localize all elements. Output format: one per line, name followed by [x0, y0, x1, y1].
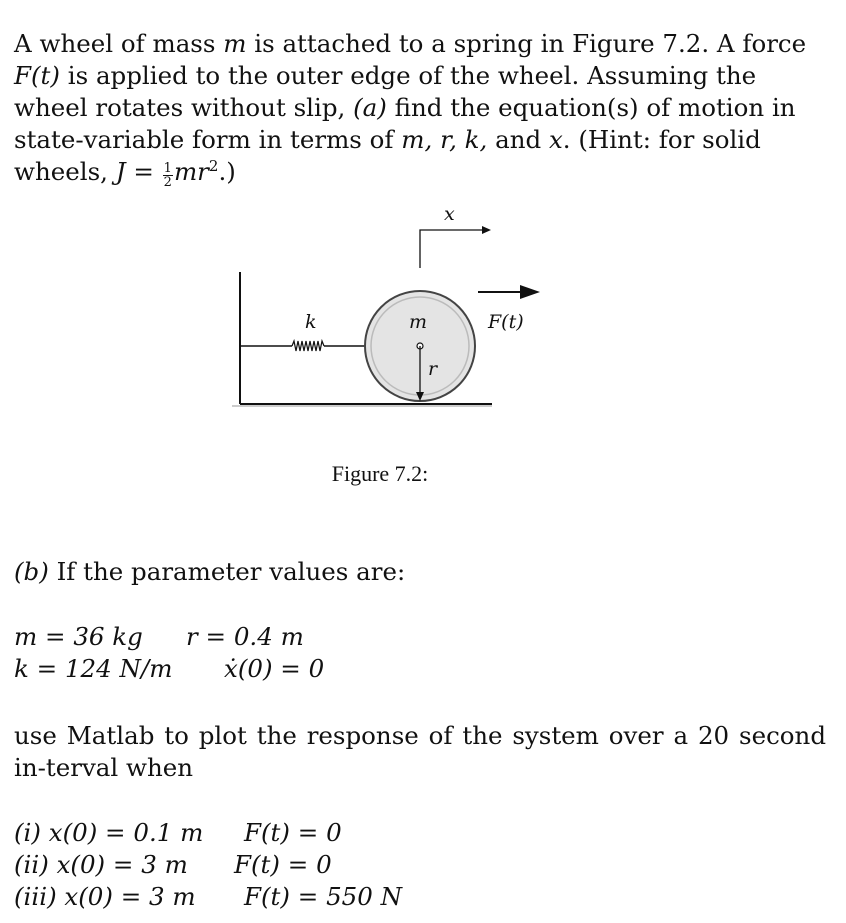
case-i	[14, 818, 203, 848]
text-segment: find the equation(s) of motion in state-variable form in terms of	[14, 93, 796, 154]
case-label: (ii)	[14, 850, 49, 879]
text-segment: A wheel of mass	[14, 29, 224, 58]
part-a-label: (a)	[353, 93, 387, 122]
param-mass: m = 36 kg	[14, 622, 143, 651]
text-segment: is applied to the outer edge of the wheel. Assuming the wheel rotates without slip,	[14, 61, 757, 122]
variable-x: x	[548, 125, 563, 154]
text-segment: and	[487, 125, 549, 154]
label-k: k	[305, 311, 317, 333]
fraction-denominator: 2	[163, 174, 172, 190]
label-x: x	[444, 203, 455, 225]
text-segment: is attached to a spring in Figure 7.2. A force	[246, 29, 807, 58]
part-b-label: (b)	[14, 557, 49, 586]
case-initial-position: x(0) = 3 m	[64, 882, 196, 911]
case-iii-force: F(t) = 550 N	[244, 882, 403, 911]
mass-symbol: m	[223, 29, 247, 58]
label-m: m	[409, 311, 428, 333]
param-radius: r = 0.4 m	[186, 622, 304, 651]
case-initial-position: x(0) = 3 m	[56, 850, 188, 879]
instruction-text: use Matlab to plot the response of the system over a 20 second in-terval when	[14, 721, 826, 782]
case-ii-force: F(t) = 0	[234, 850, 332, 879]
x-arrow-line	[420, 230, 484, 268]
text-segment: . (Hint: for solid wheels,	[14, 125, 761, 186]
fraction-numerator: 1	[163, 160, 172, 176]
force-arrowhead	[520, 285, 540, 299]
text-segment: .)	[218, 157, 236, 186]
x-arrowhead	[482, 226, 491, 234]
case-i-force: F(t) = 0	[244, 818, 342, 847]
exponent: 2	[208, 156, 219, 175]
part-b-intro	[14, 556, 826, 588]
label-force: F(t)	[488, 311, 524, 333]
figure-caption: Figure 7.2:	[331, 461, 429, 486]
label-r: r	[428, 358, 438, 380]
case-label: (i)	[14, 818, 41, 847]
case-ii	[14, 850, 188, 880]
part-b-text: If the parameter values are:	[48, 557, 406, 586]
case-initial-position: x(0) = 0.1 m	[48, 818, 204, 847]
case-label: (iii)	[14, 882, 57, 911]
mr-term: mr	[173, 157, 209, 186]
case-iii	[14, 882, 196, 912]
param-initial-velocity: ẋ(0) = 0	[224, 654, 325, 683]
variable-list: m, r, k,	[401, 125, 488, 154]
force-symbol: F(t)	[14, 61, 60, 90]
inertia-symbol: J	[115, 157, 126, 186]
param-stiffness: k = 124 N/m	[14, 654, 173, 683]
equals-sign: =	[125, 157, 162, 186]
